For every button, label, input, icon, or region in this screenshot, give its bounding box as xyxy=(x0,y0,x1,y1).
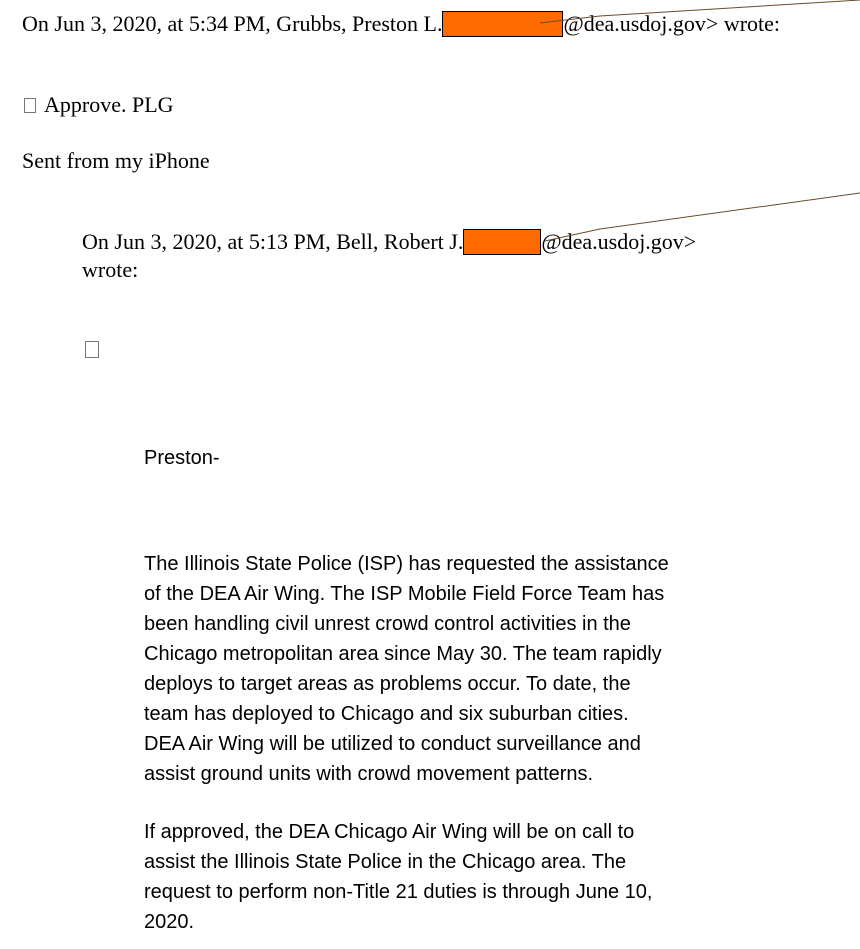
paragraph-line: 2020. xyxy=(144,911,195,933)
reply-line xyxy=(24,91,174,119)
body-paragraph-1 xyxy=(144,549,744,789)
email-header-line xyxy=(22,10,780,38)
greeting: Preston- xyxy=(144,447,220,469)
redaction-block xyxy=(442,11,563,37)
paragraph-line: request to perform non-Title 21 duties is through June 10, xyxy=(144,881,653,903)
signature-line: Sent from my iPhone xyxy=(22,148,210,173)
paragraph-line: If approved, the DEA Chicago Air Wing will be on call to xyxy=(144,821,635,843)
quoted-header-prefix: On Jun 3, 2020, at 5:13 PM, Bell, Robert J. xyxy=(82,229,464,254)
paragraph-line: assist the Illinois State Police in the Chicago area. The xyxy=(144,851,627,873)
body-paragraph-2 xyxy=(144,817,744,937)
email-header-prefix: On Jun 3, 2020, at 5:34 PM, Grubbs, Preston L. xyxy=(22,11,443,36)
paragraph-line: Chicago metropolitan area since May 30. The team rapidly xyxy=(144,643,662,665)
paragraph-line: deploys to target areas as problems occur. To date, the xyxy=(144,673,631,695)
missing-glyph-icon xyxy=(24,98,36,113)
paragraph-line: of the DEA Air Wing. The ISP Mobile Field Force Team has xyxy=(144,583,665,605)
paragraph-line: been handling civil unrest crowd control activities in the xyxy=(144,613,631,635)
paragraph-line: assist ground units with crowd movement patterns. xyxy=(144,763,594,785)
redaction-block xyxy=(463,229,541,255)
quoted-header-line xyxy=(82,228,696,256)
paragraph-line: team has deployed to Chicago and six suburban cities. xyxy=(144,703,629,725)
reply-text: Approve. PLG xyxy=(44,92,174,117)
missing-glyph-icon xyxy=(85,341,99,358)
paragraph-line: The Illinois State Police (ISP) has requested the assistance xyxy=(144,553,669,575)
paragraph-line: DEA Air Wing will be utilized to conduct surveillance and xyxy=(144,733,641,755)
quoted-image-placeholder xyxy=(85,341,107,362)
quoted-header-line2: wrote: xyxy=(82,257,139,282)
quoted-header-suffix: @dea.usdoj.gov> xyxy=(541,229,697,254)
email-header-suffix: @dea.usdoj.gov> wrote: xyxy=(563,11,781,36)
